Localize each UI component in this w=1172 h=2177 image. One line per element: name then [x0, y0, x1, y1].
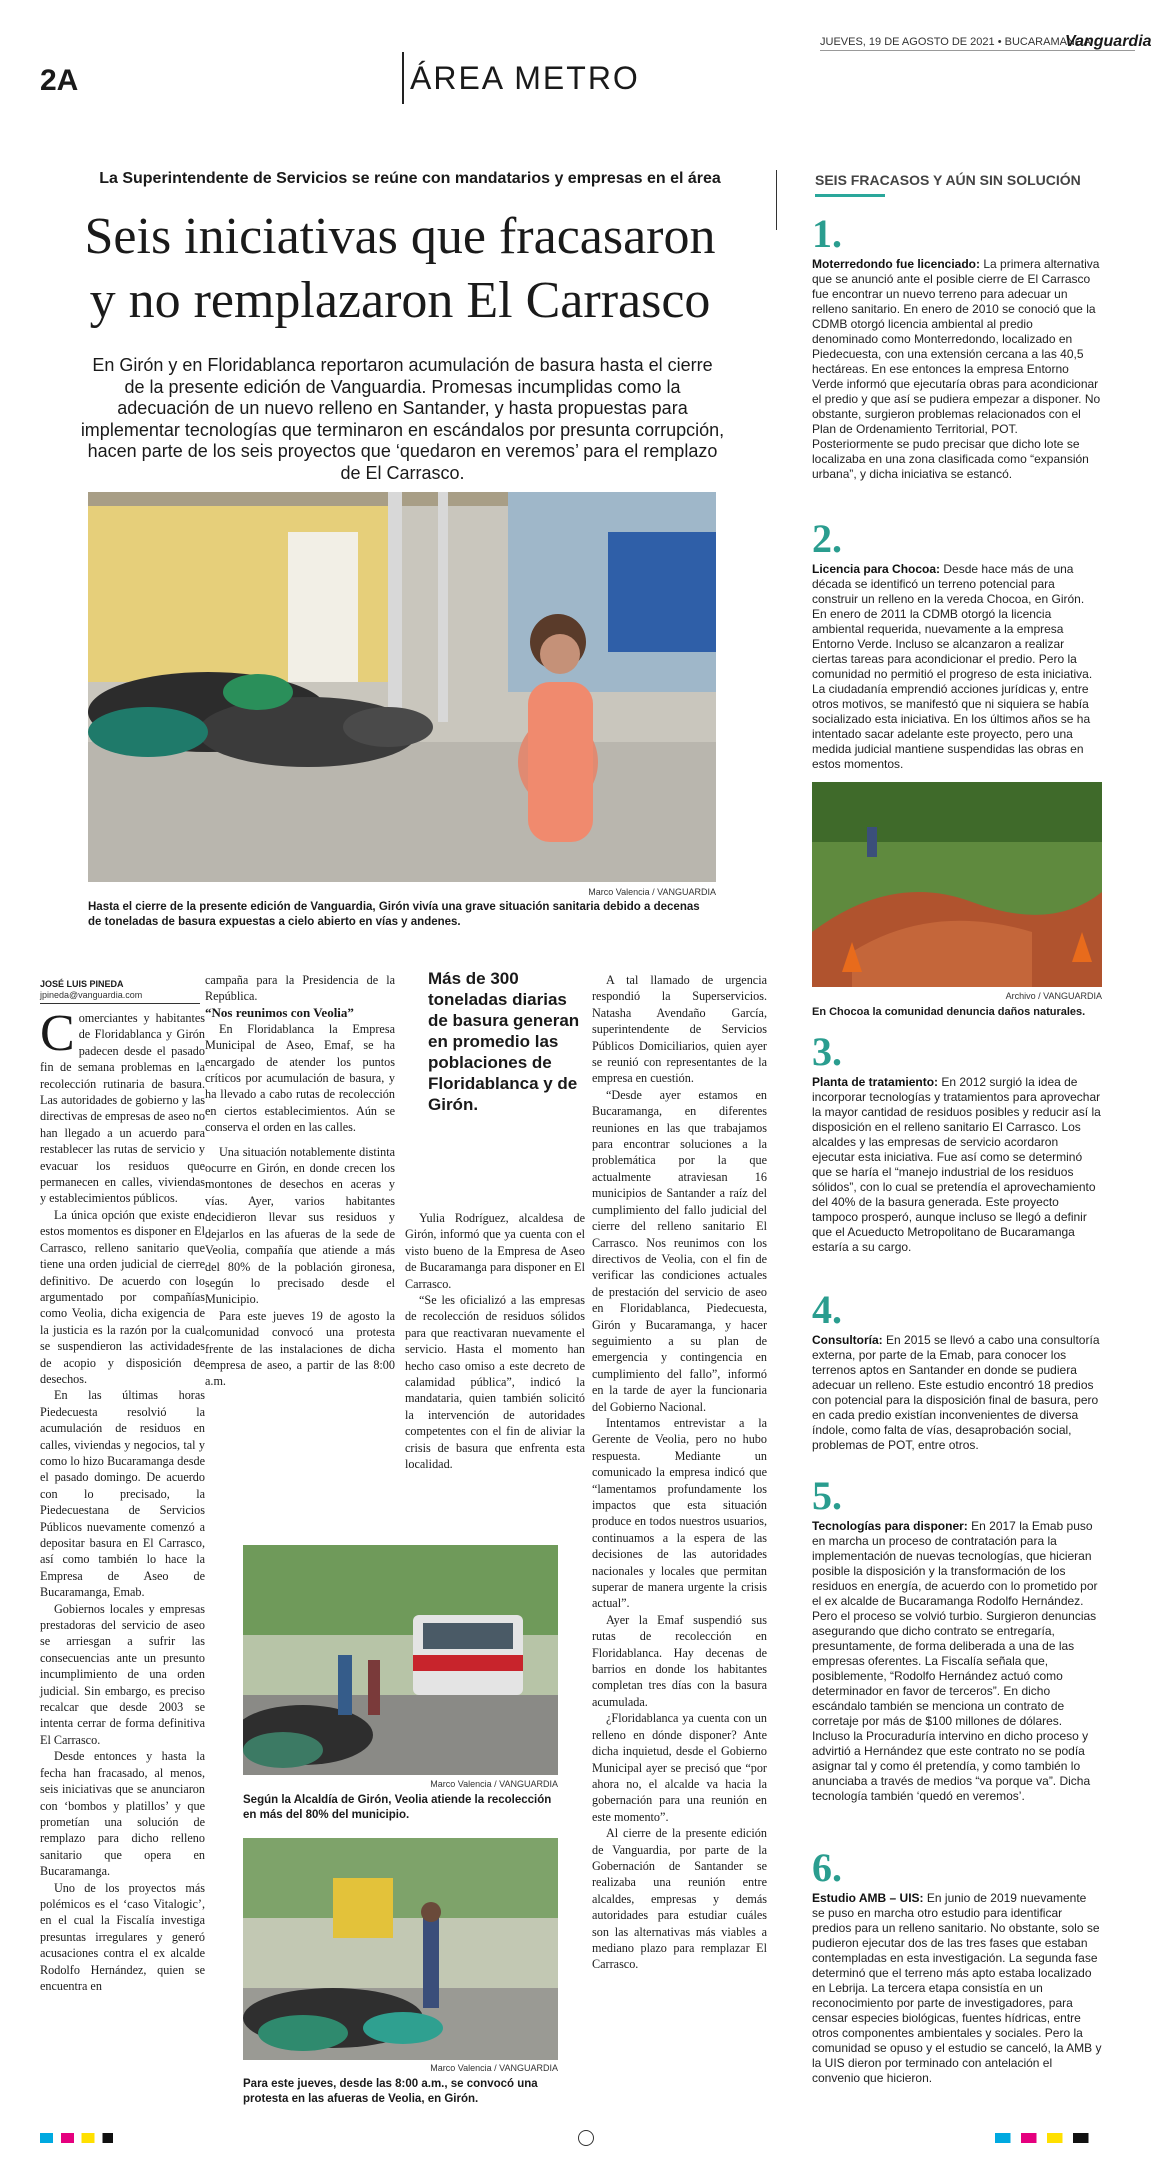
header-rule: [820, 50, 1135, 51]
item-number: 2.: [812, 516, 842, 561]
paragraph: Para este jueves 19 de agosto la comunidad convocó una protesta frente de las instalaciones de dicha empresa de aseo, a partir de las 8:00 a.m.: [205, 1308, 395, 1389]
item-text: Estudio AMB – UIS: En junio de 2019 nuevamente se puso en marcha otro estudio para identificar predios para un relleno sanitario. No obstante, solo se pudieron ejecutar dos de las tres fases que estaban contempladas en esta investigación. La segunda fase determinó que el terreno más apto estaba localizado en Lebrija. La tercera etapa consistía en un reconocimiento por parte de investigadores, para censar especies biológicas, fuentes hídricas, entre otros componentes ambientales y sociales. Pero la comunidad se opuso y el estudio se canceló, la AMB y la UIS dieron por terminado con antelación el convenio que hicieron.: [812, 1891, 1102, 2085]
chocoa-terrain-illustration: [812, 782, 1102, 987]
pull-quote: Más de 300 toneladas diarias de basura generan en promedio las poblaciones de Floridablanca y de Girón.: [428, 969, 580, 1114]
paragraph: La única opción que existe en estos momentos es disponer en El Carrasco, relleno sanitario que tiene una orden judicial de cierre definitivo. De acuerdo con lo argumentado por compañías como Veolia, dicha exigencia de la justicia es la razón por la cual se suspendieron las actividades de acopio y disposición de desechos.: [40, 1207, 205, 1386]
sidebar-item-4: [812, 1286, 1102, 1453]
sidebar-photo-caption: En Chocoa la comunidad denuncia daños naturales.: [812, 1006, 1086, 1018]
headline-line-1: Seis iniciativas que fracasaron: [84, 208, 716, 265]
item-text: Consultoría: En 2015 se llevó a cabo una consultoría externa, por parte de la Emab, para conocer los terrenos aptos en Santander en donde se pudiera adecuar un relleno. Este estudio encontró 18 predios con potencial para la disposición final de basura, pero en cada predio existían inconvenientes de diversa índole, como falta de vías, desaprobación social, problemas de POT, entre otros.: [812, 1333, 1100, 1452]
item-text: Licencia para Chocoa: Desde hace más de una década se identificó un terreno potencial para construir un relleno en la vereda Chocoa, en Girón. En enero de 2011 la CDMB otorgó la licencia ambiental requerida, nuevamente a la empresa Entorno Verde. Incluso se alcanzaron a realizar ciertas tareas para acondicionar el predio. Pero la comunidad no permitió el progreso de esta iniciativa. La ciudadanía emprendió acciones jurídicas y, entre otros motivos, se manifestó que ni siquiera se había socializado esta iniciativa. En los últimos años se ha intentado sacar adelante este proyecto, pero una medida judicial mantiene suspendidas las obras en estos momentos.: [812, 562, 1093, 771]
item-number: 5.: [812, 1473, 842, 1518]
photo2-caption: Según la Alcaldía de Girón, Veolia atiende la recolección en más del 80% del municipio.: [243, 1794, 552, 1821]
protest-illustration: [243, 1838, 558, 2060]
sidebar-item-5: [812, 1472, 1102, 1804]
paragraph: Al cierre de la presente edición de Vanguardia, por parte de la Gobernación de Santander se realizaba una reunión entre alcaldes, empresas y demás autoridades para estudiar cuáles son las alternativas más viables a mediano plazo para remplazar El Carrasco.: [592, 1826, 767, 1972]
item-number: 3.: [812, 1029, 842, 1074]
bus-street-photo: [243, 1545, 558, 1775]
item-number: 4.: [812, 1287, 842, 1332]
paragraph: “Se les oficializó a las empresas de recolección de residuos sólidos para que reactivaran nuevamente el servicio. Hasta el momento han hecho caso omiso a este decreto de calamidad pública”, indicó la mandataria, quien también solicitó la intervención de autoridades competentes con el fin de aliviar la crisis de basura que enfrenta esta localidad.: [405, 1293, 585, 1472]
photo3-credit: Marco Valencia / VANGUARDIA: [430, 2063, 558, 2073]
color-registration-bar-left: [40, 2133, 560, 2143]
registration-mark-icon: [578, 2130, 594, 2146]
sidebar-title: SEIS FRACASOS Y AÚN SIN SOLUCIÓN: [815, 172, 1081, 188]
column-3: [405, 1210, 585, 1473]
sidebar-photo-credit: Archivo / VANGUARDIA: [1005, 991, 1102, 1001]
color-registration-bar-right: [610, 2133, 1130, 2143]
sidebar-title-underline: [815, 194, 885, 197]
headline-line-2: y no remplazaron El Carrasco: [89, 272, 711, 329]
paragraph: campaña para la Presidencia de la República.: [205, 973, 395, 1004]
paragraph: ¿Floridablanca ya cuenta con un relleno en dónde disponer? Ante dicha inquietud, desde el Gobierno Municipal ayer se precisó que “por ahora no, el alcalde va hacia la gobernación para una reunión en este momento”.: [592, 1711, 767, 1824]
photo2-credit: Marco Valencia / VANGUARDIA: [430, 1779, 558, 1789]
column-2: [205, 972, 395, 1390]
garbage-street-illustration: [88, 492, 716, 882]
page-number: 2A: [40, 64, 79, 97]
paragraph: Una situación notablemente distinta ocurre en Girón, en donde crecen los montones de desechos en aceras y vías. Ayer, varios habitantes decidieron llevar sus residuos y dejarlos en las afueras de la sede de Veolia, compañía que atiende a más del 80% de la población gironesa, según lo precisado desde el Municipio.: [205, 1144, 395, 1307]
sidebar-item-2: [812, 515, 1102, 772]
protest-photo: [243, 1838, 558, 2060]
section-title: ÁREA METRO: [410, 60, 640, 96]
author-email[interactable]: jpineda@vanguardia.com: [40, 990, 143, 1000]
paragraph: Yulia Rodríguez, alcaldesa de Girón, informó que ya cuenta con el visto bueno de la Empresa de Aseo de Bucaramanga para disponer en El Carrasco.: [405, 1211, 585, 1291]
paragraph: “Desde ayer estamos en Bucaramanga, en diferentes reuniones en las que trabajamos para encontrar soluciones a la problemática por la que actualmente atraviesan 16 municipios de Santander a raíz del cumplimiento del fallo judicial del cierre del relleno sanitario El Carrasco. Nos reunimos con los directivos de Veolia, con el fin de verificar las condiciones actuales de prestación del servicio de aseo en Floridablanca, Piedecuesta, Girón y Bucaramanga, y hacer seguimiento a su plan de emergencia y contingencia en cumplimiento del fallo”, informó en la tarde de ayer la funcionaria del Gobierno Nacional.: [592, 1087, 767, 1414]
headline: [50, 205, 750, 333]
photo3-caption: Para este jueves, desde las 8:00 a.m., se convocó una protesta en las afueras de Veolia, en Girón.: [243, 2078, 538, 2105]
item-number: 6.: [812, 1845, 842, 1890]
sidebar-bracket: [776, 170, 777, 230]
byline-rule: [40, 1003, 200, 1004]
paragraph: En Floridablanca la Empresa Municipal de Aseo, Emaf, se ha encargado de atender los puntos críticos por acumulación de basura, y ha llevado a cabo rutas de recolección en ciertos establecimientos. Aún se conserva el orden en las calles.: [205, 1021, 395, 1135]
paragraph: Comerciantes y habitantes de Floridablanca y Girón padecen desde el pasado fin de semana problemas en la recolección rutinaria de basura. Las autoridades de gobierno y las directivas de empresas de aseo no han llegado a un acuerdo para restablecer las rutas de servicio y evacuar los residuos que permanecen en calles, viviendas y establecimientos públicos.: [40, 1005, 205, 1206]
dateline: JUEVES, 19 DE AGOSTO DE 2021 • BUCARAMANGA: [820, 36, 1091, 48]
paragraph: Intentamos entrevistar a la Gerente de Veolia, pero no hubo respuesta. Mediante un comunicado la empresa indicó que “lamentamos profundamente los impactos que esta situación produce en todos nuestros usuarios, continuamos a la espera de las decisiones de las autoridades nacionales y locales que permitan superar de manera urgente la crisis actual”.: [592, 1415, 767, 1611]
paragraph: Gobiernos locales y empresas prestadoras del servicio de aseo se arriesgan a sufrir las consecuencias ante un presunto incumplimiento de una orden judicial. Sin embargo, es preciso recalcar que desde 2003 se intenta cerrar de forma definitiva El Carrasco.: [40, 1601, 205, 1747]
subhead: “Nos reunimos con Veolia”: [205, 1004, 354, 1020]
bus-street-illustration: [243, 1545, 558, 1775]
paragraph: En las últimas horas Piedecuesta resolvió la acumulación de residuos en calles, viviendas y negocios, tal y como lo hizo Bucaramanga desde el pasado domingo. De acuerdo con lo precisado, la Piedecuestana de Servicios Públicos nuevamente comenzó a depositar basura en El Carrasco, así como también lo hace la Empresa de Aseo de Bucaramanga, Emab.: [40, 1388, 205, 1600]
chocoa-photo: [812, 782, 1102, 987]
paragraph: Uno de los proyectos más polémicos es el ‘caso Vitalogic’, en el cual la Fiscalía investiga presuntas irregulares y generó acusaciones contra el ex alcalde Rodolfo Hernández, quien se encuentra en: [40, 1880, 205, 1993]
column-4: [592, 972, 767, 1973]
byline: JOSÉ LUIS PINEDA: [40, 979, 124, 989]
drop-cap: C: [40, 1005, 75, 1062]
item-text: Moterredondo fue licenciado: La primera alternativa que se anunció ante el posible cierre de El Carrasco fue encontrar un nuevo terreno para adecuar un relleno sanitario. En enero de 2010 se conoció que la CDMB otorgó licencia ambiental al predio denominado como Monterredondo, localizado en Piedecuesta, con una extensión cercana a las 40,5 hectáreas. En ese entonces la empresa Entorno Verde informó que ejecutaría obras para acondicionar el predio y que así se pudiera empezar a disponer. No obstante, surgieron problemas relacionados con el Plan de Ordenamiento Territorial, POT. Posteriormente se pudo precisar que dicho lote se localizaba en una zona clasificada como “expansión urbana”, y dicha iniciativa se estancó.: [812, 257, 1101, 481]
section-divider: [402, 52, 404, 104]
paragraph: Ayer la Emaf suspendió sus rutas de recolección en Floridablanca. Hay decenas de barrios en donde los habitantes completan tres días con la basura acumulada.: [592, 1612, 767, 1709]
sidebar-item-3: [812, 1028, 1102, 1255]
column-1: [40, 1005, 205, 1994]
item-number: 1.: [812, 211, 842, 256]
brand-logo: Vanguardia: [1065, 33, 1152, 50]
item-text: Tecnologías para disponer: En 2017 la Emab puso en marcha un proceso de contratación para la implementación de nuevas tecnologías, que hicieran posible la disposición y la transformación de los residuos en energía, de acuerdo con lo prometido por el ex alcalde de Bucaramanga Rodolfo Hernández. Pero el proceso se volvió turbio. Surgieron denuncias asegurando que dicho contrato se entregaría, presuntamente, de forma deliberada a una de las empresas oferentes. La Fiscalía señala que, posiblemente, “Rodolfo Hernández actuó como determinador en favor de terceros”. En dicho escándalo también se menciona un contrato de corretaje por más de $100 millones de dólares. Incluso la Procuraduría intervino en dicho proceso y advirtió a Hernández que este contrato no se podía asignar tal y como él pretendía, y como también lo anunciaba a través de medios “va porque va”. Dicha tecnología también ‘quedó en veremos’.: [812, 1519, 1098, 1803]
paragraph: A tal llamado de urgencia respondió la Superservicios. Natasha Avendaño García, superintendente de Servicios Públicos Domiciliarios, quien ayer se reunió con representantes de la empresa en cuestión.: [592, 973, 767, 1086]
kicker: La Superintendente de Servicios se reúne con mandatarios y empresas en el área: [99, 170, 721, 187]
sidebar-item-1: [812, 210, 1102, 482]
main-photo: [88, 492, 716, 882]
paragraph: Desde entonces y hasta la fecha han fracasado, al menos, seis iniciativas que se anunciaron con ‘bombos y platillos’ y que prometían una solución de remplazo para dicho relleno sanitario que opera en Bucaramanga.: [40, 1749, 205, 1879]
sidebar-item-6: [812, 1844, 1102, 2086]
lead-paragraph: En Girón y en Floridablanca reportaron acumulación de basura hasta el cierre de la presente edición de Vanguardia. Promesas incumplidas como la adecuación de un nuevo relleno en Santander, y hasta propuestas para implementar tecnologías que terminaron en escándalos por presunta corrupción, hacen parte de los seis proyectos que ‘quedaron en veremos’ para el remplazo de El Carrasco.: [80, 355, 725, 483]
main-photo-credit: Marco Valencia / VANGUARDIA: [588, 887, 716, 897]
main-photo-caption: Hasta el cierre de la presente edición de Vanguardia, Girón vivía una grave situación sanitaria debido a decenas de toneladas de basura expuestas a cielo abierto en vías y andenes.: [88, 901, 700, 928]
item-text: Planta de tratamiento: En 2012 surgió la idea de incorporar tecnologías y tratamientos para aprovechar la mayor cantidad de residuos posibles y reducir así la disposición en el relleno sanitario El Carrasco. Los alcaldes y las empresas de servicio acordaron ejecutar esta iniciativa. Fue así como se determinó que se haría el “manejo industrial de los residuos sólidos”, con lo cual se pretendía el aprovechamiento del 40% de la basura generada. Este proyecto tampoco prosperó, aunque incluso se llegó a definir que el Acueducto Metropolitano de Bucaramanga estaría a su cargo.: [812, 1075, 1101, 1254]
